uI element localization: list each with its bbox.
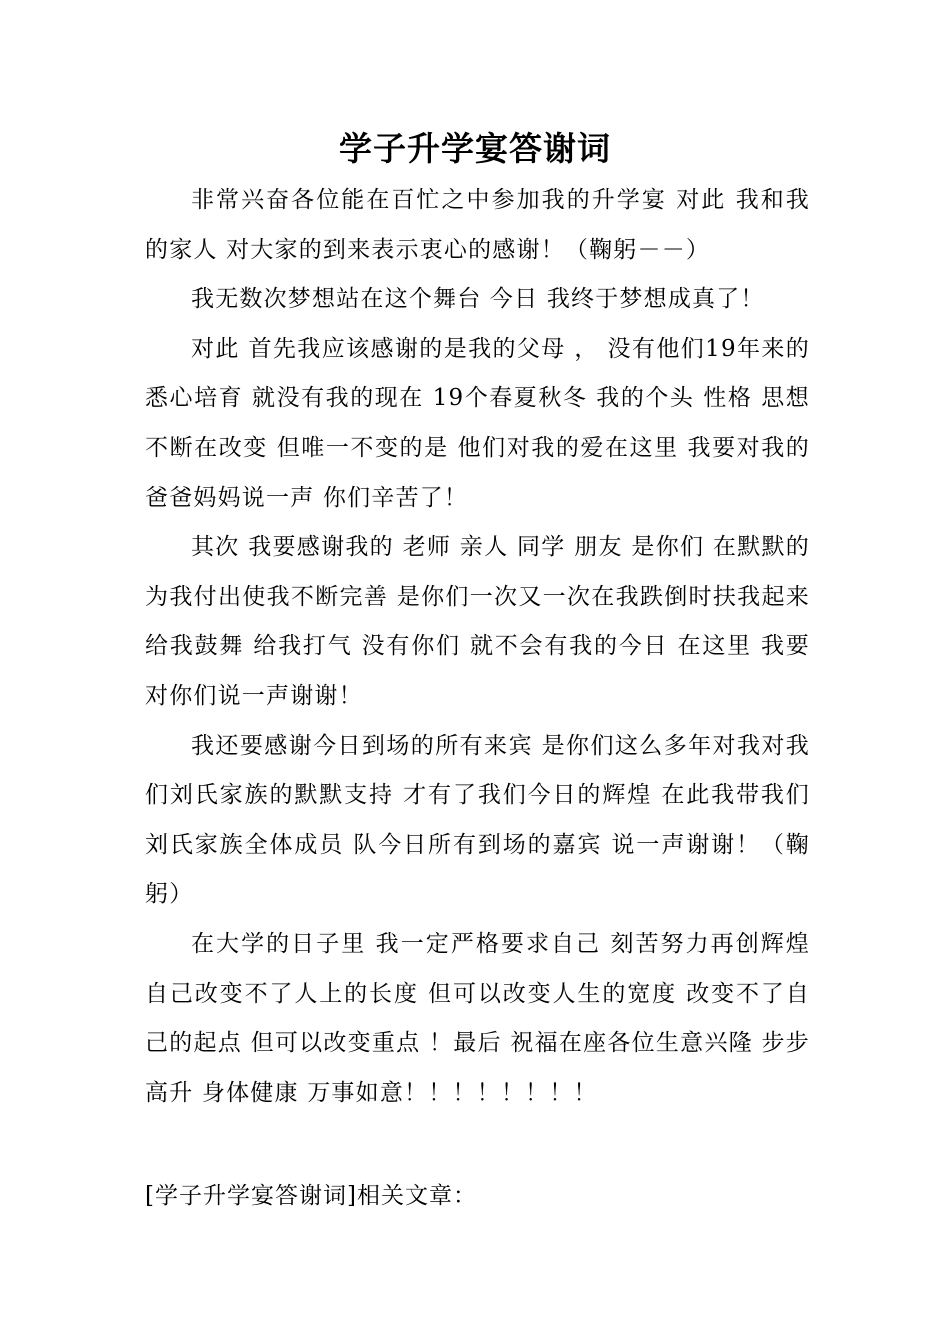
document-body (145, 176, 810, 1118)
paragraph-1: 非常兴奋各位能在百忙之中参加我的升学宴 对此 我和我的家人 对大家的到来表示衷心的感谢！（鞠躬－－） (145, 187, 810, 263)
paragraph-6: 在大学的日子里 我一定严格要求自己 刻苦努力再创辉煌 自己改变不了人上的长度 但可以改变人生的宽度 改变不了自己的起点 但可以改变重点 ！最后 祝福在座各位生意兴隆 步步高升 身体健康 万事如意！！！！！！！！ (145, 930, 810, 1106)
paragraph-5: 我还要感谢今日到场的所有来宾 是你们这么多年对我对我们刘氏家族的默默支持 才有了我们今日的辉煌 在此我带我们刘氏家族全体成员 队今日所有到场的嘉宾 说一声谢谢！（鞠躬） (145, 732, 810, 908)
related-articles-label[interactable]: [学子升学宴答谢词]相关文章： (145, 1183, 477, 1209)
document-title: 学子升学宴答谢词 (339, 129, 611, 168)
paragraph-2: 我无数次梦想站在这个舞台 今日 我终于梦想成真了！ (191, 286, 765, 313)
paragraph-4: 其次 我要感谢我的 老师 亲人 同学 朋友 是你们 在默默的为我付出使我不断完善 是你们一次又一次在我跌倒时扶我起来 给我鼓舞 给我打气 没有你们 就不会有我的今日 在这里 我要对你们说一声谢谢！ (145, 534, 810, 709)
paragraph-3: 对此 首先我应该感谢的是我的父母 ， 没有他们19年来的悉心培育 就没有我的现在 19个春夏秋冬 我的个头 性格 思想不断在改变 但唯一不变的是 他们对我的爱在这里 我要对我的爸爸妈妈说一声 你们辛苦了！ (145, 335, 810, 511)
